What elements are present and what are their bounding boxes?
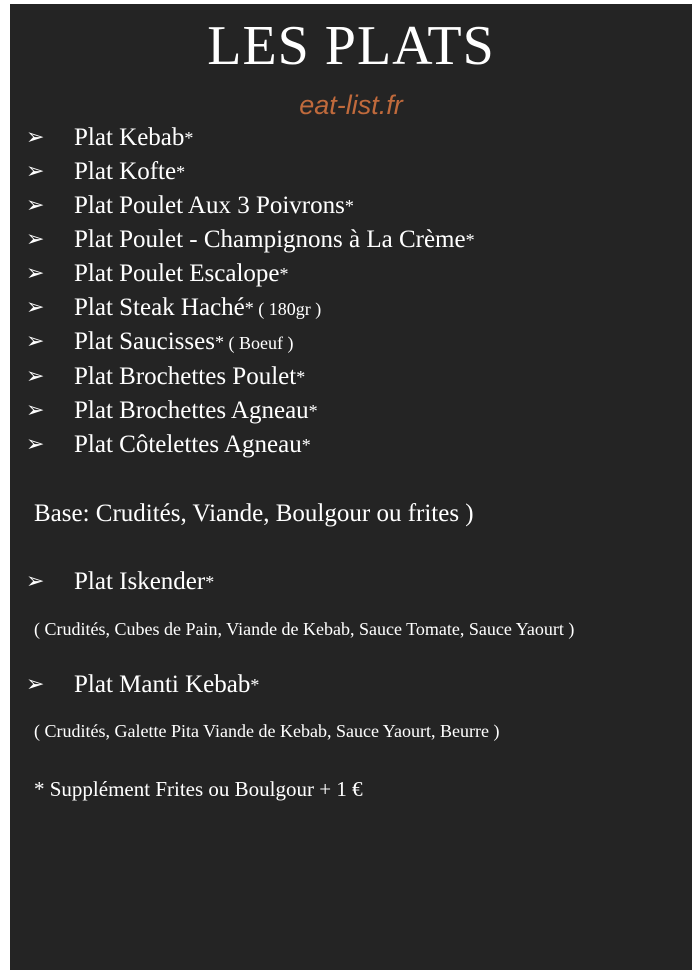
dish-name: Plat Steak Haché <box>74 294 245 321</box>
arrow-bullet-icon: ➢ <box>26 329 45 354</box>
menu-board <box>10 4 692 970</box>
dish-note: ( Boeuf ) <box>223 333 294 353</box>
arrow-bullet-icon: ➢ <box>26 295 45 320</box>
asterisk: * <box>176 162 186 182</box>
dish-name: Plat Kebab <box>74 124 185 151</box>
asterisk: * <box>296 367 306 387</box>
asterisk: * <box>465 230 475 250</box>
base-description: Base: Crudités, Viande, Boulgour ou frites ) <box>34 500 474 527</box>
asterisk: * <box>205 572 215 592</box>
asterisk: * <box>301 435 311 455</box>
dish-name: Plat Côtelettes Agneau <box>74 431 302 458</box>
arrow-bullet-icon: ➢ <box>26 569 45 594</box>
dish-name: Plat Saucisses <box>74 328 215 355</box>
arrow-bullet-icon: ➢ <box>26 364 45 389</box>
dish-name: Plat Poulet Aux 3 Poivrons <box>74 192 345 219</box>
dish-name: Plat Brochettes Agneau <box>74 397 309 424</box>
arrow-bullet-icon: ➢ <box>26 125 45 150</box>
dish-name: Plat Manti Kebab <box>74 671 251 698</box>
special-description: ( Crudités, Cubes de Pain, Viande de Kebab, Sauce Tomate, Sauce Yaourt ) <box>34 619 575 639</box>
asterisk: * <box>279 264 289 284</box>
asterisk: * <box>344 196 354 216</box>
dish-name: Plat Brochettes Poulet <box>74 363 297 390</box>
arrow-bullet-icon: ➢ <box>26 227 45 252</box>
asterisk: * <box>214 332 224 352</box>
arrow-bullet-icon: ➢ <box>26 159 45 184</box>
dish-name: Plat Kofte <box>74 158 177 185</box>
dish-note: ( 180gr ) <box>253 299 322 319</box>
dish-name: Plat Iskender <box>74 568 206 595</box>
dish-name: Plat Poulet Escalope <box>74 260 280 287</box>
arrow-bullet-icon: ➢ <box>26 398 45 423</box>
arrow-bullet-icon: ➢ <box>26 672 45 697</box>
arrow-bullet-icon: ➢ <box>26 261 45 286</box>
asterisk: * <box>244 298 254 318</box>
arrow-bullet-icon: ➢ <box>26 193 45 218</box>
asterisk: * <box>308 401 318 421</box>
asterisk: * <box>184 128 194 148</box>
watermark: eat-list.fr <box>299 90 403 120</box>
dish-name: Plat Poulet - Champignons à La Crème <box>74 226 466 253</box>
special-description: ( Crudités, Galette Pita Viande de Kebab, Sauce Yaourt, Beurre ) <box>34 721 500 741</box>
arrow-bullet-icon: ➢ <box>26 432 45 457</box>
supplement-note: * Supplément Frites ou Boulgour + 1 € <box>34 777 363 801</box>
page-title: LES PLATS <box>207 15 495 77</box>
asterisk: * <box>250 675 260 695</box>
